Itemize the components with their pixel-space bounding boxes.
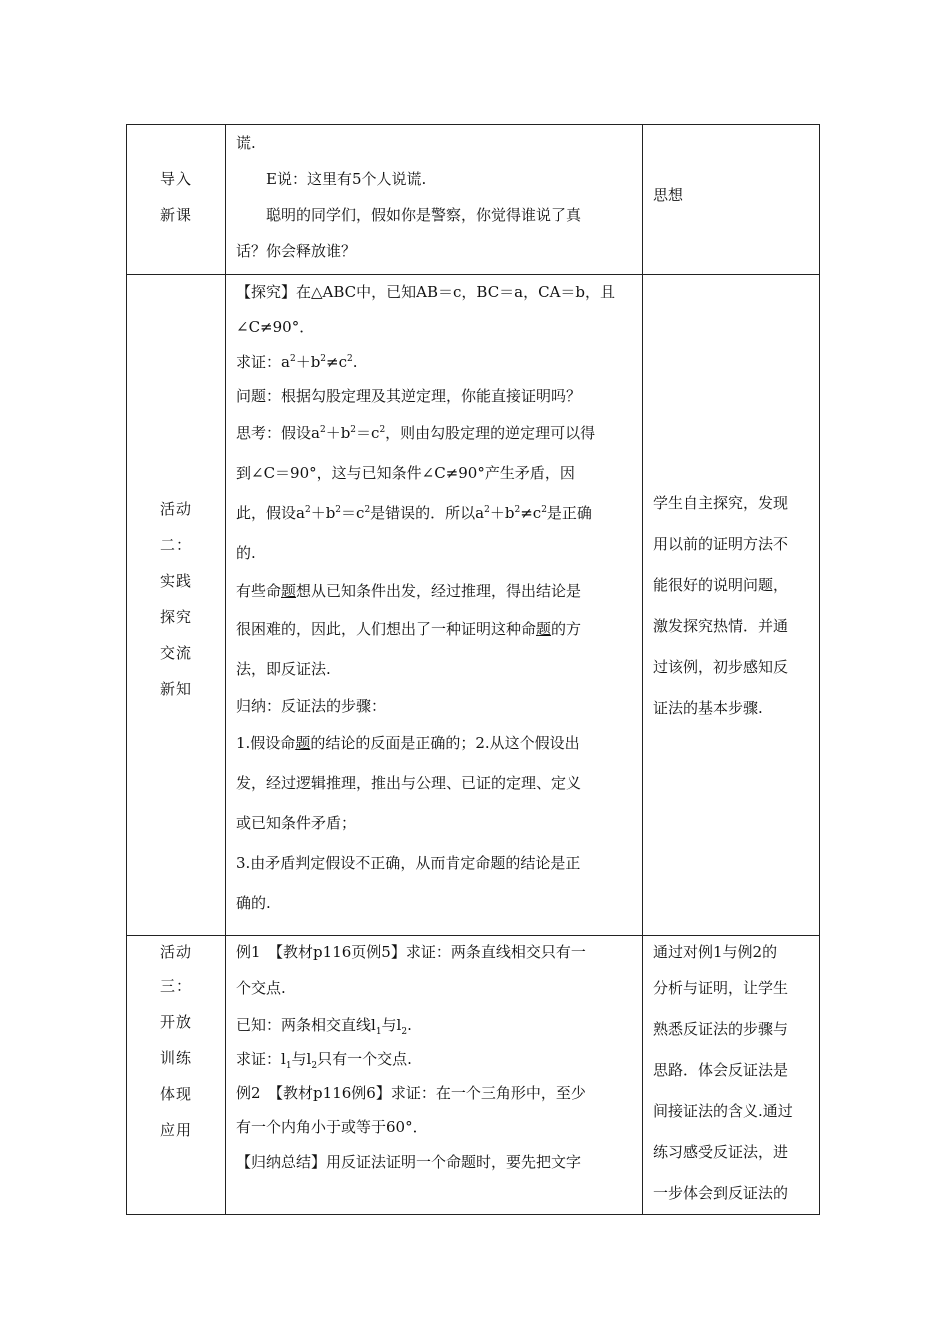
intent-line: 证法的基本步骤. <box>653 699 763 717</box>
text-line: 【归纳总结】用反证法证明一个命题时，要先把文字 <box>236 1153 582 1171</box>
intent-cell-activity-3 <box>643 936 820 1215</box>
intent-line: 能很好的说明问题， <box>653 576 789 594</box>
text-line: 到∠C＝90°，这与已知条件∠C≠90°产生矛盾，因 <box>236 464 575 482</box>
table-row-activity-2 <box>127 275 820 936</box>
text-line: 确的. <box>236 894 271 912</box>
table-row-activity-3 <box>127 936 820 1215</box>
text-line: 归纳：反证法的步骤： <box>236 697 387 715</box>
text-line: 例2 【教材p116例6】求证：在一个三角形中，至少 <box>236 1084 586 1102</box>
text-line: 话？你会释放谁？ <box>236 242 357 260</box>
lesson-plan-table <box>126 124 820 1215</box>
text-line: 求证：$a^2+b^2\ne c^2$. <box>236 353 358 371</box>
intent-line: 一步体会到反证法的 <box>653 1184 789 1202</box>
text-line: 已知：两条相交直线$l_1$与$l_2$. <box>236 1016 412 1037</box>
text-line: 有些命题想从已知条件出发，经过推理，得出结论是 <box>236 582 582 600</box>
stage-label: 新课 <box>159 206 192 224</box>
text-line: 聪明的同学们，假如你是警察，你觉得谁说了真 <box>236 206 582 224</box>
text-line: 此，假设$a^2+b^2=c^2$是错误的．所以$a^2+b^2\ne c^2$是正确 <box>236 504 592 522</box>
text-line: 个交点. <box>236 979 286 997</box>
text-line: 【探究】在△ABC中，已知AB＝c，BC＝a，CA＝b，且 <box>236 283 616 301</box>
text-line: 例1 【教材p116页例5】求证：两条直线相交只有一 <box>236 943 586 961</box>
stage-label: 二： <box>159 536 192 554</box>
text-line: 问题：根据勾股定理及其逆定理，你能直接证明吗？ <box>236 387 582 405</box>
intent-cell-intro <box>643 125 820 275</box>
text-line: 发，经过逻辑推理，推出与公理、已证的定理、定义 <box>236 774 582 792</box>
stage-cell-activity-2 <box>127 275 226 936</box>
main-cell-activity-3 <box>226 936 643 1215</box>
stage-label: 新知 <box>159 680 192 698</box>
text-line: E说：这里有5个人说谎. <box>236 170 427 188</box>
text-line: 法，即反证法. <box>236 660 331 678</box>
text-line: 3.由矛盾判定假设不正确，从而肯定命题的结论是正 <box>236 854 581 872</box>
intent-line: 熟悉反证法的步骤与 <box>653 1020 789 1038</box>
stage-cell-activity-3 <box>127 936 226 1215</box>
stage-label: 活动 <box>159 943 192 961</box>
intent-cell-activity-2 <box>643 275 820 936</box>
text-line: 或已知条件矛盾； <box>236 814 357 832</box>
stage-label: 探究 <box>159 608 192 626</box>
stage-label: 交流 <box>159 644 192 662</box>
intent-line: 分析与证明，让学生 <box>653 979 789 997</box>
stage-label: 训练 <box>159 1049 192 1067</box>
intent-line: 激发探究热情．并通 <box>653 617 789 635</box>
main-cell-activity-2 <box>226 275 643 936</box>
text-line: 思考：假设$a^2+b^2=c^2$，则由勾股定理的逆定理可以得 <box>236 424 596 442</box>
text-line: 很困难的，因此，人们想出了一种证明这种命题的方 <box>236 620 582 638</box>
text-line: 有一个内角小于或等于60°． <box>236 1118 428 1136</box>
stage-label: 体现 <box>159 1085 192 1103</box>
stage-cell-intro <box>127 125 226 275</box>
stage-label: 导入 <box>159 170 192 188</box>
text-line: 1.假设命题的结论的反面是正确的；2.从这个假设出 <box>236 734 580 752</box>
stage-label: 活动 <box>159 500 192 518</box>
intent-line: 练习感受反证法，进 <box>653 1143 789 1161</box>
intent-line: 间接证法的含义.通过 <box>653 1102 793 1120</box>
intent-line: 通过对例1与例2的 <box>653 943 778 961</box>
stage-label: 实践 <box>159 572 192 590</box>
table-row-intro <box>127 125 820 275</box>
text-line: 求证：$l_1$与$l_2$只有一个交点. <box>236 1050 412 1071</box>
stage-label: 三： <box>159 977 192 995</box>
intent-line: 思路．体会反证法是 <box>653 1061 789 1079</box>
stage-label: 应用 <box>159 1121 192 1139</box>
text-line: 谎. <box>236 134 256 152</box>
intent-line: 学生自主探究，发现 <box>653 494 789 512</box>
stage-label: 开放 <box>159 1013 192 1031</box>
intent-line: 过该例，初步感知反 <box>653 658 789 676</box>
text-line: ∠C≠90°． <box>236 318 315 336</box>
main-cell-intro <box>226 125 643 275</box>
text-line: 的. <box>236 544 256 562</box>
intent-line: 用以前的证明方法不 <box>653 535 789 553</box>
intent-line: 思想 <box>653 186 684 204</box>
